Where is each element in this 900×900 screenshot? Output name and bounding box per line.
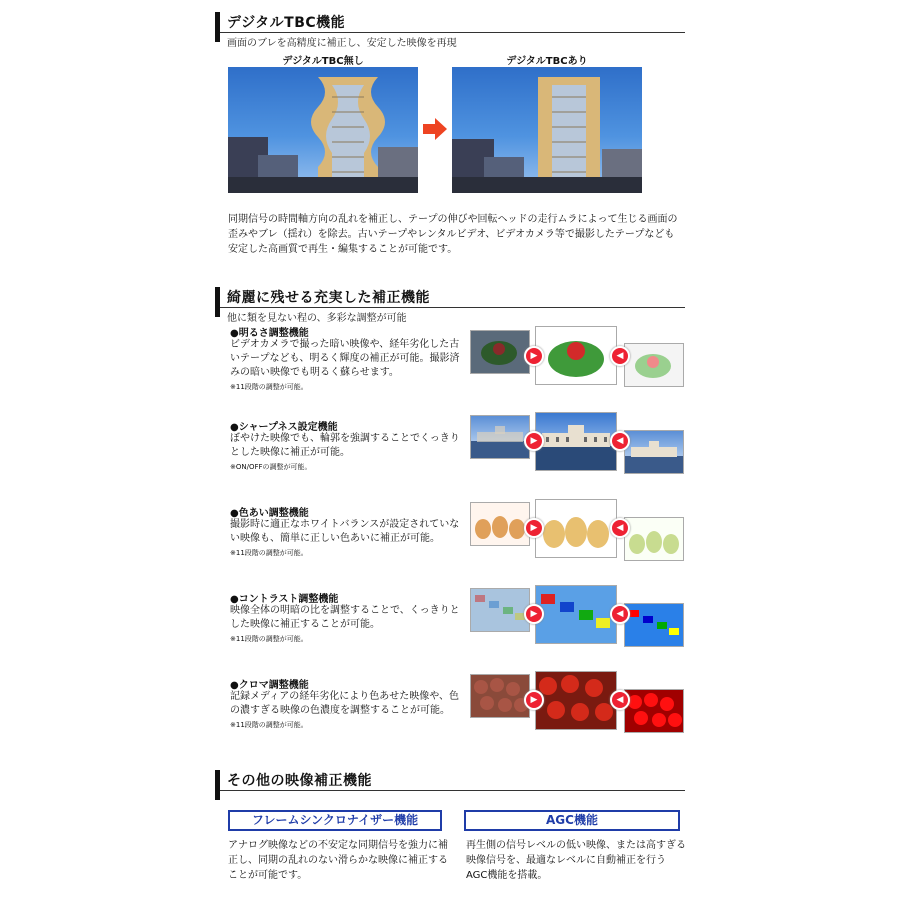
agc-body: 再生側の信号レベルの低い映像、または高すぎる映像信号を、最適なレベルに自動補正を行うAGC機能を搭載。 [466,840,686,881]
photo-tbc-off [228,67,418,193]
caption-after: デジタルTBCあり [506,56,588,67]
feature-body: 記録メディアの経年劣化により色あせた映像や、色の濃すぎる映像の色濃度を調整することが可能。 [230,691,459,716]
arrow-right-badge-icon: ▶ [524,604,544,624]
agc-title: AGC機能 [464,810,680,831]
frame-synchronizer-body: アナログ映像などの不安定な同期信号を強力に補正し、同期の乱れのない滑らかな映像に補正することが可能です。 [228,840,448,881]
section-title: 綺麗に残せる充実した補正機能 [227,290,430,306]
arrow-right-badge-icon: ▶ [524,518,544,538]
feature-body: ビデオカメラで撮った暗い映像や、経年劣化した古いテープなども、明るく輝度の補正が可能。撮影済みの暗い映像でも明るく蘇らせます。 [230,339,460,378]
feature-body: ぼやけた映像でも、輪郭を強調することでくっきりとした映像に補正が可能。 [230,433,460,458]
section-bar [215,770,220,800]
right-arrow-icon [423,118,447,140]
feature-note: ※ON/OFFの調整が可能。 [230,463,312,471]
feature-body: 映像全体の明暗の比を調整することで、くっきりとした映像に補正することが可能。 [230,605,460,630]
wavy-building-image [228,67,418,193]
section-title: デジタルTBC機能 [227,15,346,31]
section-title: その他の映像補正機能 [227,773,372,789]
section-bar [215,12,220,42]
arrow-left-badge-icon: ◀ [610,604,630,624]
thumb-dark [470,330,530,374]
divider [220,307,685,308]
arrow-right-badge-icon: ▶ [524,690,544,710]
arrow-right-badge-icon: ▶ [524,431,544,451]
tbc-description: 同期信号の時間軸方向の乱れを補正し、テープの伸びや回転ヘッドの走行ムラによって生じる画面の歪みやブレ（揺れ）を除去。古いテープやレンタルビデオ、ビデオカメラ等で撮影したテープなども安定した高画質で再生・編集することが可能です。 [228,214,678,255]
photo-tbc-on [452,67,642,193]
thumb-warm [470,502,530,546]
arrow-left-badge-icon: ◀ [610,346,630,366]
thumb-saturated [624,689,684,733]
section-bar [215,287,220,317]
thumb-normal-contrast [535,585,617,644]
feature-note: ※11段階の調整が可能。 [230,549,308,557]
thumb-low-contrast [470,588,530,632]
divider [220,32,685,33]
arrow-left-badge-icon: ◀ [610,518,630,538]
feature-title: ●シャープネス設定機能 [230,422,338,433]
section-subtitle: 他に類を見ない程の、多彩な調整が可能 [227,313,407,324]
thumb-normal [535,326,617,385]
straight-building-image [452,67,642,193]
divider [220,790,685,791]
thumb-bright [624,343,684,387]
feature-title: ●クロマ調整機能 [230,680,309,691]
thumb-balanced [535,499,617,558]
feature-note: ※11段階の調整が可能。 [230,383,308,391]
thumb-soft [470,415,530,459]
feature-title: ●明るさ調整機能 [230,328,309,339]
thumb-sharp-small [624,430,684,474]
thumb-cool [624,517,684,561]
thumb-high-contrast [624,603,684,647]
caption-before: デジタルTBC無し [282,56,364,67]
section-subtitle: 画面のブレを高精度に補正し、安定した映像を再現 [227,38,457,49]
feature-title: ●コントラスト調整機能 [230,594,339,605]
thumb-sharp [535,412,617,471]
feature-body: 撮影時に適正なホワイトバランスが設定されていない映像も、簡単に正しい色あいに補正が可能。 [230,519,460,544]
arrow-left-badge-icon: ◀ [610,431,630,451]
feature-note: ※11段階の調整が可能。 [230,721,308,729]
arrow-right-badge-icon: ▶ [524,346,544,366]
feature-note: ※11段階の調整が可能。 [230,635,308,643]
frame-synchronizer-title: フレームシンクロナイザー機能 [228,810,442,831]
feature-title: ●色あい調整機能 [230,508,309,519]
arrow-left-badge-icon: ◀ [610,690,630,710]
thumb-natural-chroma [535,671,617,730]
thumb-faded [470,674,530,718]
